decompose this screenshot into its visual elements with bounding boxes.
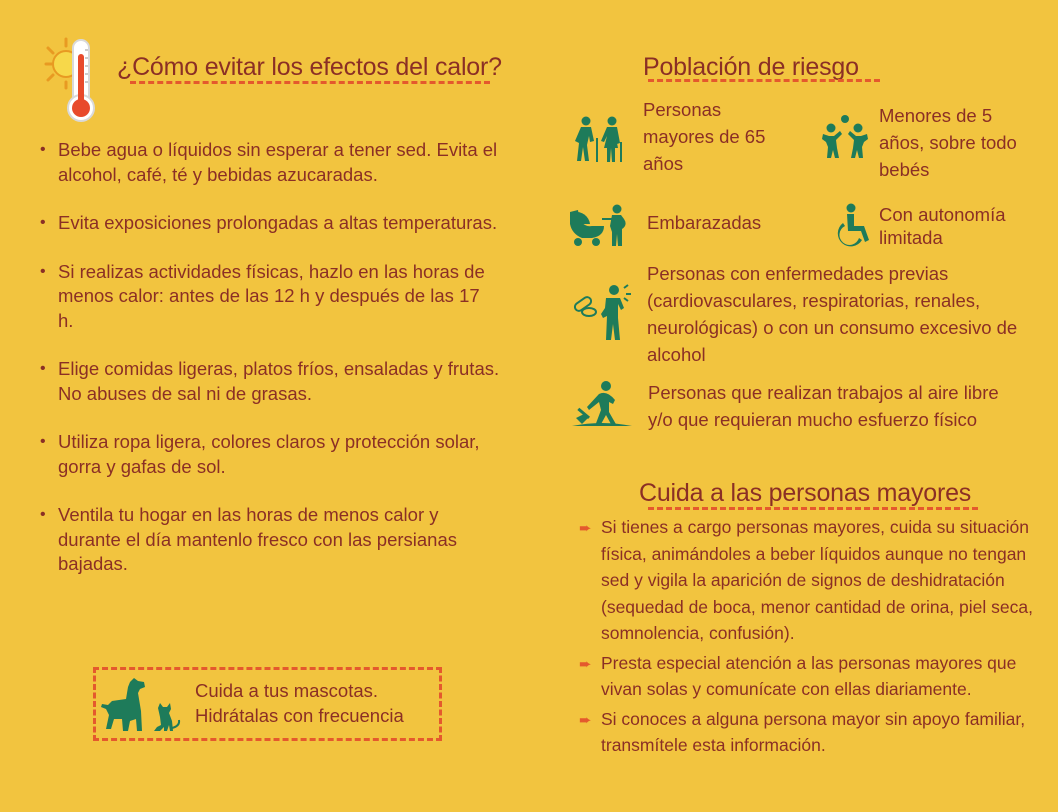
care-item-text: Si conoces a alguna persona mayor sin apoyo familiar, transmítele esta información. <box>601 708 1026 755</box>
worker-shovel-icon <box>572 380 632 428</box>
list-item: • Si realizas actividades físicas, hazlo en las horas de menos calor: antes de las 12 h y después de las 17 h. <box>40 260 500 334</box>
stroller-pregnant-icon <box>568 204 626 246</box>
pets-callout <box>93 667 442 741</box>
wheelchair-icon <box>834 203 874 249</box>
arrow-right-icon: ➨ <box>579 711 592 729</box>
risk-children-label: Menores de 5 años, sobre todo bebés <box>879 105 1017 180</box>
list-item <box>579 706 1039 759</box>
risk-elderly-label: Personas mayores de 65 años <box>643 99 766 174</box>
dog-cat-icon <box>100 676 182 734</box>
prevention-title: ¿Cómo evitar los efectos del calor? <box>117 53 502 81</box>
arrow-right-icon: ➨ <box>579 655 592 673</box>
pets-text-line2: Hidrátalas con frecuencia <box>195 705 404 726</box>
risk-title-underline <box>648 79 880 82</box>
care-item-text: Presta especial atención a las personas mayores que vivan solas y comunícate con ellas diariamente. <box>601 652 1017 699</box>
prevention-tips-list <box>40 138 500 601</box>
list-item <box>579 650 1039 703</box>
risk-pregnant-label: Embarazadas <box>647 212 762 233</box>
children-playing-icon <box>821 114 869 160</box>
pets-text-line1: Cuida a tus mascotas. <box>195 680 379 701</box>
elderly-couple-icon <box>572 116 628 162</box>
care-title-underline <box>648 507 978 510</box>
thermometer-sun-icon <box>44 36 104 126</box>
list-item: • Utiliza ropa ligera, colores claros y protección solar, gorra y gafas de sol. <box>40 430 500 479</box>
list-item: • Elige comidas ligeras, platos fríos, ensaladas y frutas. No abuses de sal ni de grasas. <box>40 357 500 406</box>
risk-title: Población de riesgo <box>643 53 859 81</box>
risk-illness-label: Personas con enfermedades previas (cardiovasculares, respiratorias, renales, neurológicas) o con un consumo excesivo de alcohol <box>647 263 1018 365</box>
list-item: • Bebe agua o líquidos sin esperar a tener sed. Evita el alcohol, café, té y bebidas azucaradas. <box>40 138 500 187</box>
prevention-title-underline <box>130 81 490 84</box>
list-item: • Evita exposiciones prolongadas a altas temperaturas. <box>40 211 500 236</box>
arrow-right-icon: ➨ <box>579 520 592 537</box>
list-item: • Ventila tu hogar en las horas de menos calor y durante el día mantenlo fresco con las persianas bajadas. <box>40 503 500 577</box>
risk-outdoor-label: Personas que realizan trabajos al aire libre y/o que requieran mucho esfuerzo físico <box>648 382 999 430</box>
care-item-text: Si tienes a cargo personas mayores, cuida su situación física, animándoles a beber líquidos aunque no tengan sed y vigila la aparición de signos de deshidratación (sequedad de boca, menor cantidad de orina, piel seca, somnolencia, confusión). <box>601 517 1033 643</box>
care-title: Cuida a las personas mayores <box>639 479 972 507</box>
list-item <box>579 514 1039 647</box>
risk-autonomy-label: Con autonomía limitada <box>879 204 1006 248</box>
care-list <box>579 514 1039 762</box>
sick-person-pills-icon <box>572 284 632 340</box>
